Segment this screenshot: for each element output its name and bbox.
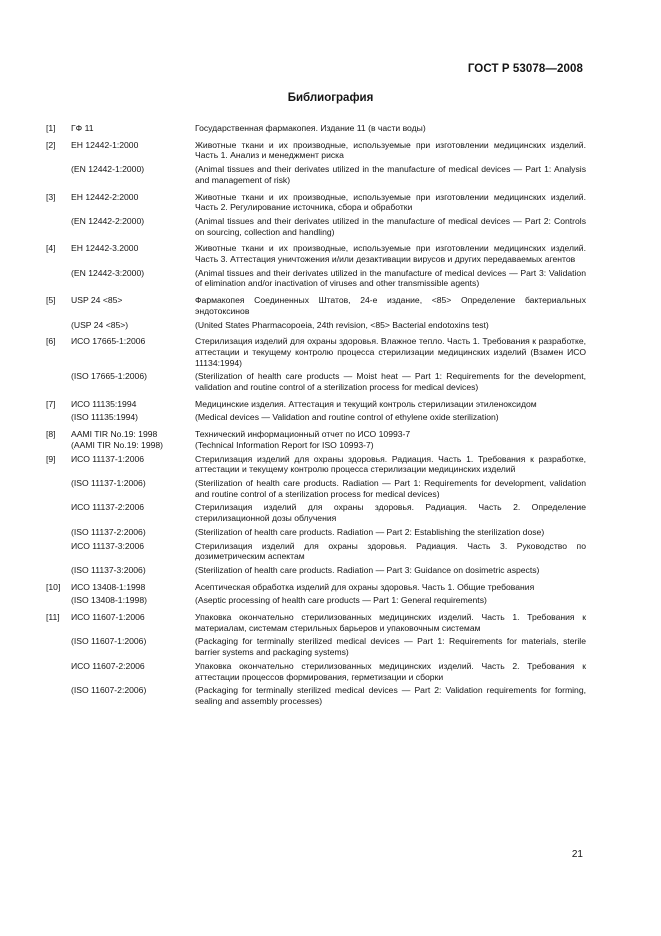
reference-code-text: (ISO 11607-2:2006) [71, 685, 147, 696]
reference-code-text: USP 24 <85> [71, 295, 123, 306]
reference-number [46, 685, 71, 706]
reference-entry [46, 192, 586, 238]
bibliography-list [46, 123, 586, 713]
reference-number [46, 661, 71, 682]
reference-description [195, 527, 586, 538]
reference-code-text: AAMI TIR No.19: 1998 [71, 429, 158, 440]
reference-code [71, 243, 195, 264]
reference-code [71, 661, 195, 682]
reference-number [46, 502, 71, 523]
reference-description [195, 192, 586, 213]
reference-code-text: (ISO 11137-1:2006) [71, 477, 146, 488]
reference-description-text: Асептическая обработка изделий для охраны здоровья. Часть 1. Общие требования [195, 581, 535, 592]
reference-number: [4] [46, 243, 56, 254]
reference-code [71, 399, 195, 410]
reference-description-text: Животные ткани и их производные, используемые при изготовлении медицинских изделий. Часть 3. Аттестация уничтожения и/или дезактивации вирусов и других передаваемых агентов [195, 243, 586, 265]
reference-description-text: Животные ткани и их производные, используемые при изготовлении медицинских изделий. Часть 2. Регулирование источника, сбора и обработки [195, 191, 586, 213]
reference-line [46, 636, 586, 657]
reference-line [46, 595, 586, 606]
reference-number: [8] [46, 429, 56, 440]
reference-description-text: Упаковка окончательно стерилизованных медицинских изделий. Часть 2. Требования к аттестации процессов формирования, герметизации и сборки [195, 660, 586, 682]
reference-line [46, 612, 586, 633]
reference-description [195, 123, 586, 134]
reference-entry [46, 399, 586, 423]
reference-description [195, 541, 586, 562]
reference-description [195, 429, 586, 450]
reference-line [46, 192, 586, 213]
reference-line [46, 565, 586, 576]
reference-code [71, 192, 195, 213]
reference-description-text: (Packaging for terminally sterilized medical devices — Part 1: Requirements for materials, sterile barrier systems and packaging systems) [195, 636, 586, 658]
reference-description [195, 454, 586, 475]
reference-entry [46, 429, 586, 450]
reference-code [71, 565, 195, 576]
reference-description [195, 336, 586, 368]
reference-line [46, 336, 586, 368]
reference-number: [7] [46, 398, 56, 409]
reference-description [195, 412, 586, 423]
reference-number [46, 527, 71, 538]
reference-code [71, 595, 195, 606]
reference-code-text: (AAMI TIR No.19: 1998) [71, 439, 164, 450]
reference-description [195, 612, 586, 633]
page-number: 21 [571, 849, 583, 860]
reference-description [195, 565, 586, 576]
reference-description-text: Фармакопея Соединенных Штатов, 24-е издание, <85> Определение бактериальных эндотоксинов [195, 295, 586, 316]
reference-line [46, 502, 586, 523]
reference-code-text: (ISO 11135:1994) [71, 412, 139, 423]
reference-code [71, 612, 195, 633]
reference-number [46, 636, 71, 657]
reference-description [195, 685, 586, 706]
reference-code-text: (ISO 11137-3:2006) [71, 564, 146, 575]
reference-number [46, 595, 71, 606]
reference-line [46, 320, 586, 331]
reference-description-text: (Packaging for terminally sterilized medical devices — Part 2: Validation requirements for forming, sealing and assembly processes) [195, 685, 586, 706]
reference-number: [2] [46, 139, 56, 150]
reference-number: [10] [46, 581, 61, 592]
reference-line [46, 478, 586, 499]
reference-entry [46, 140, 586, 186]
reference-code-text: ИСО 11607-2:2006 [71, 660, 145, 671]
reference-description [195, 502, 586, 523]
reference-code-text: ИСО 11135:1994 [71, 398, 137, 409]
reference-code [71, 295, 195, 316]
reference-code-text: ЕН 12442-2:2000 [71, 191, 139, 202]
reference-code-text: (EN 12442-2:2000) [71, 215, 145, 226]
reference-code-text: (ISO 17665-1:2006) [71, 371, 147, 382]
reference-code-text: (ISO 11137-2:2006) [71, 526, 146, 537]
reference-description-text: Стерилизация изделий для охраны здоровья. Радиация. Часть 3. Руководство по дозиметрическим аспектам [195, 540, 586, 562]
reference-description-text: (Animal tissues and their derivates utilized in the manufacture of medical devices — Part 2: Controls on sourcing, collection and handling) [195, 215, 586, 237]
reference-line [46, 412, 586, 423]
reference-description-text: (Sterilization of health care products — Moist heat — Part 1: Requirements for the development, validation and routine control of a sterilization process for medical devices) [195, 371, 586, 393]
reference-number: [3] [46, 191, 56, 202]
reference-line [46, 243, 586, 264]
reference-number: [6] [46, 336, 56, 347]
reference-number [46, 268, 71, 289]
document-code-header: ГОСТ Р 53078—2008 [467, 63, 583, 75]
reference-code [71, 140, 195, 161]
reference-line [46, 123, 586, 134]
reference-description-text: Стерилизация изделий для охраны здоровья. Радиация. Часть 2. Определение стерилизационной дозы облучения [195, 502, 586, 524]
reference-line [46, 371, 586, 392]
reference-line [46, 216, 586, 237]
reference-code [71, 502, 195, 523]
reference-description-text: (Technical Information Report for ISO 10993-7) [195, 439, 374, 450]
reference-number [46, 541, 71, 562]
reference-description-text: (Sterilization of health care products. Radiation — Part 2: Establishing the sterilization dose) [195, 526, 545, 537]
page-title: Библиография [287, 92, 374, 104]
reference-line [46, 661, 586, 682]
reference-code-text: ИСО 11137-3:2006 [71, 540, 145, 551]
reference-code-text: ЕН 12442-3.2000 [71, 243, 139, 254]
reference-number [46, 164, 71, 185]
reference-description-text: Стерилизация изделий для охраны здоровья. Радиация. Часть 1. Требования к разработке, аттестации и текущему контролю процесса стерилизации медицинских изделий [195, 453, 586, 475]
reference-number [46, 565, 71, 576]
reference-description-text: Упаковка окончательно стерилизованных медицинских изделий. Часть 1. Требования к материалам, системам стерильных барьеров и упаковочным системам [195, 612, 586, 633]
reference-code [71, 527, 195, 538]
reference-description-text: (Sterilization of health care products. Radiation — Part 3: Guidance on dosimetric aspects) [195, 564, 540, 575]
reference-code-text: (EN 12442-3:2000) [71, 267, 145, 278]
reference-code [71, 164, 195, 185]
reference-line [46, 429, 586, 450]
reference-line [46, 140, 586, 161]
reference-code-text: ИСО 11137-2:2006 [71, 502, 145, 513]
reference-code-text: (USP 24 <85>) [71, 319, 129, 330]
reference-code [71, 336, 195, 368]
reference-code-text: (ISO 13408-1:1998) [71, 595, 147, 606]
reference-code-text: ИСО 11137-1:2006 [71, 453, 145, 464]
reference-description [195, 399, 586, 410]
reference-description-text: (Aseptic processing of health care products — Part 1: General requirements) [195, 595, 487, 606]
reference-code [71, 582, 195, 593]
reference-code [71, 478, 195, 499]
reference-code-text: (EN 12442-1:2000) [71, 164, 145, 175]
reference-description [195, 478, 586, 499]
reference-code [71, 685, 195, 706]
reference-description [195, 295, 586, 316]
reference-description-text: Стерилизация изделий для охраны здоровья. Влажное тепло. Часть 1. Требования к разработке, аттестации и текущему контролю процесса стерилизации медицинских изделий (Взамен ИСО 11134:1994) [195, 336, 586, 368]
reference-entry [46, 336, 586, 393]
reference-code-text: ИСО 17665-1:2006 [71, 336, 146, 347]
reference-code [71, 320, 195, 331]
reference-code [71, 123, 195, 134]
reference-code [71, 371, 195, 392]
reference-description-text: (United States Pharmacopoeia, 24th revision, <85> Bacterial endotoxins test) [195, 319, 489, 330]
reference-code-text: ЕН 12442-1:2000 [71, 139, 139, 150]
reference-description [195, 268, 586, 289]
reference-entry [46, 123, 586, 134]
reference-line [46, 268, 586, 289]
reference-number: [5] [46, 295, 56, 306]
reference-line [46, 582, 586, 593]
reference-code [71, 268, 195, 289]
reference-number [46, 412, 71, 423]
reference-description [195, 164, 586, 185]
reference-description-text: (Medical devices — Validation and routine control of ethylene oxide sterilization) [195, 412, 499, 423]
reference-description-text: Медицинские изделия. Аттестация и текущий контроль стерилизации этиленоксидом [195, 398, 537, 409]
reference-description [195, 595, 586, 606]
reference-code-text: ИСО 11607-1:2006 [71, 612, 145, 623]
reference-line [46, 685, 586, 706]
reference-description [195, 582, 586, 593]
reference-line [46, 399, 586, 410]
reference-code [71, 216, 195, 237]
reference-code-text: (ISO 11607-1:2006) [71, 636, 147, 647]
reference-number [46, 320, 71, 331]
reference-description-text: (Sterilization of health care products. Radiation — Part 1: Requirements for development, validation and routine control of a sterilization process for medical devices) [195, 477, 586, 499]
reference-entry [46, 612, 586, 707]
reference-description [195, 636, 586, 657]
reference-line [46, 541, 586, 562]
reference-number [46, 478, 71, 499]
reference-number: [11] [46, 612, 60, 623]
reference-description-text: Технический информационный отчет по ИСО 10993-7 [195, 429, 411, 440]
reference-line [46, 454, 586, 475]
reference-line [46, 295, 586, 316]
reference-entry [46, 295, 586, 330]
reference-code [71, 454, 195, 475]
reference-description [195, 371, 586, 392]
reference-entry [46, 243, 586, 289]
reference-number [46, 216, 71, 237]
reference-description-text: (Animal tissues and their derivates utilized in the manufacture of medical devices — Part 1: Analysis and management of risk) [195, 164, 586, 185]
reference-code-text: ИСО 13408-1:1998 [71, 581, 146, 592]
reference-code [71, 412, 195, 423]
reference-code [71, 429, 195, 450]
reference-description-text: Государственная фармакопея. Издание 11 (в части воды) [195, 123, 426, 133]
reference-description [195, 140, 586, 161]
reference-line [46, 527, 586, 538]
reference-description-text: (Animal tissues and their derivates utilized in the manufacture of medical devices — Part 3: Validation of elimination and/or inactivation of viruses and other transmissible agents) [195, 267, 586, 289]
reference-number: [9] [46, 453, 56, 464]
reference-entry [46, 582, 586, 606]
reference-code [71, 636, 195, 657]
reference-number: [1] [46, 123, 56, 133]
reference-description [195, 216, 586, 237]
reference-description [195, 661, 586, 682]
reference-description [195, 243, 586, 264]
reference-description-text: Животные ткани и их производные, используемые при изготовлении медицинских изделий. Часть 1. Анализ и менеджмент риска [195, 139, 586, 161]
reference-entry [46, 454, 586, 576]
reference-number [46, 371, 71, 392]
reference-code-text: ГФ 11 [71, 123, 94, 133]
reference-line [46, 164, 586, 185]
reference-code [71, 541, 195, 562]
reference-description [195, 320, 586, 331]
